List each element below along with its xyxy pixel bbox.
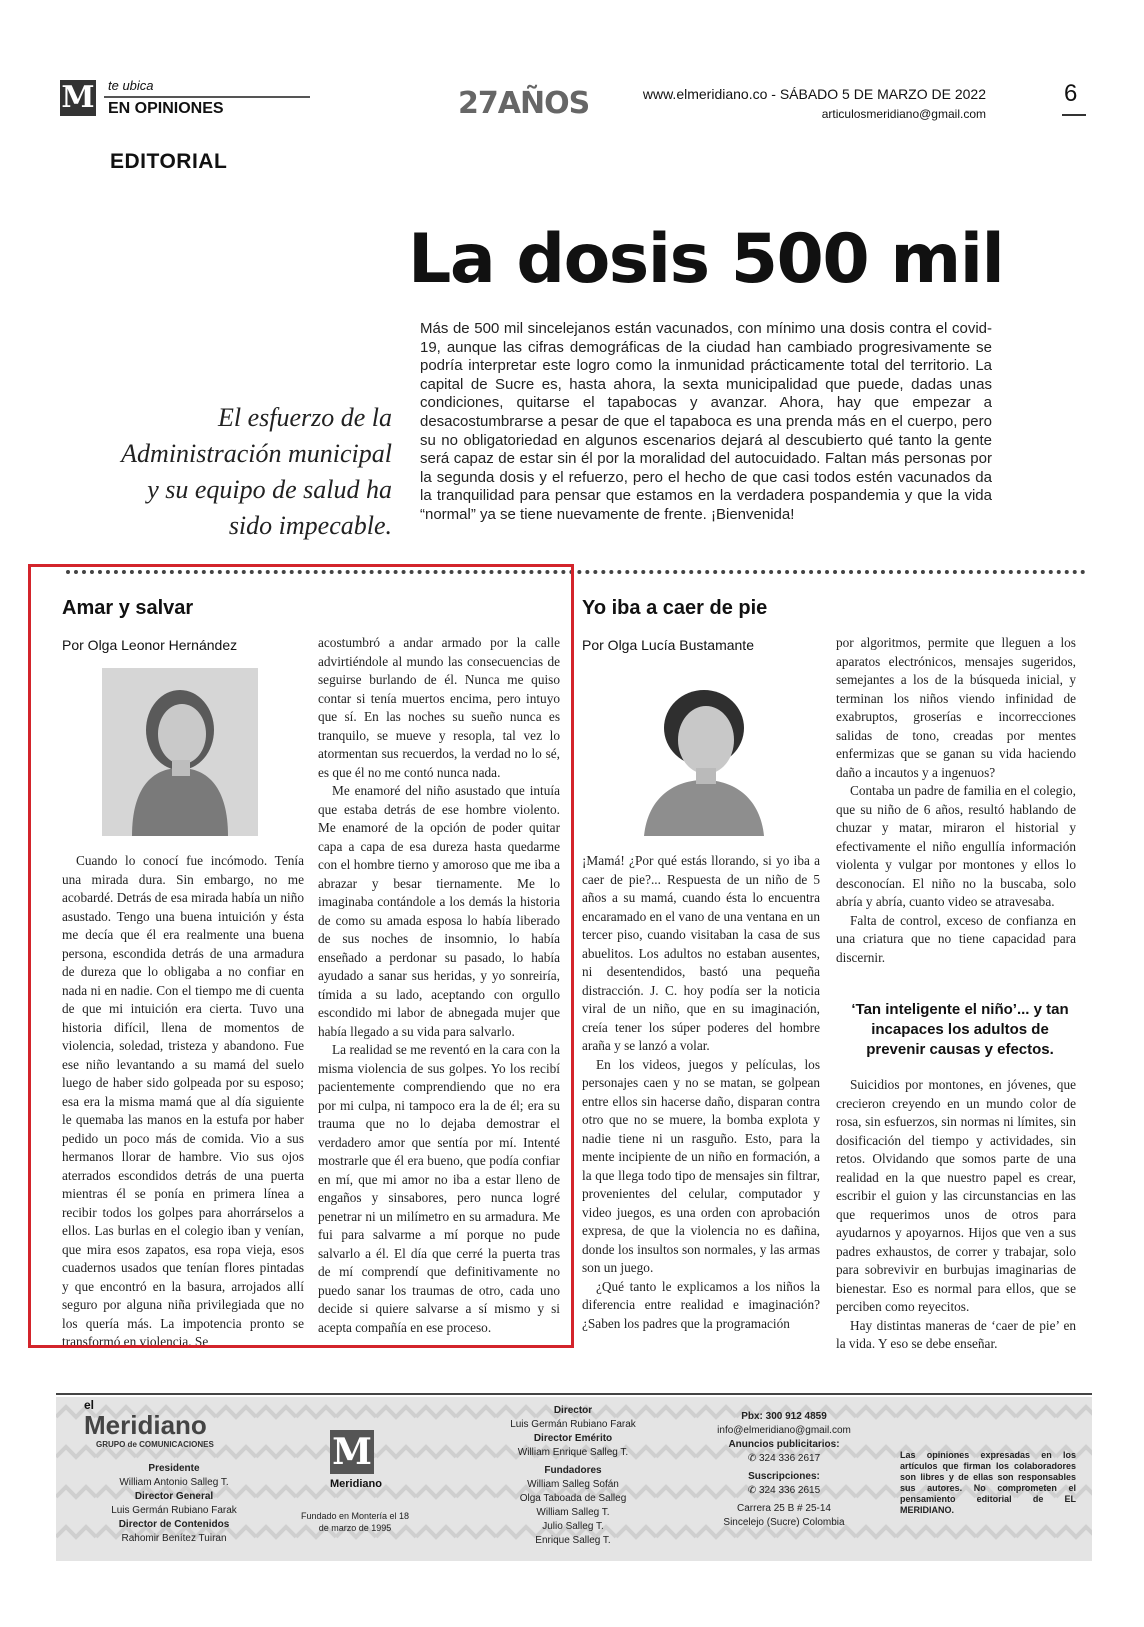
highlight-frame	[28, 564, 574, 1348]
column2-title: Yo iba a caer de pie	[582, 597, 768, 619]
column2-byline: Por Olga Lucía Bustamante	[582, 637, 754, 653]
footer-founded: Fundado en Montería el 18 de marzo de 1995	[300, 1511, 410, 1533]
meridiano-logo-icon: M	[61, 80, 95, 115]
whatsapp-icon: ✆	[747, 1453, 757, 1464]
header-tagline-small: te ubica	[108, 78, 154, 93]
column1-text-left: Cuando lo conocí fue incómodo. Tenía una mirada dura. Sin embargo, no me acobardé. Detrás de esa mirada había un niño asustado. Tengo una buena intuición y ésta me decía que él era realmente una buena persona, escondida detrás de una armadura de dureza que lo obligaba a no confiar en nada ni en nadie. Con el tiempo me di cuenta de que mi intuición era cierta. Tuvo una historia difícil, llena de momentos de violencia, soledad, tristeza y abandono. Fue ese niño levantando a su mamá del suelo luego de haber sido golpeada por su esposo; esa era la misma mamá que al día siguiente le quemaba las manos en la estufa por haber pedido un poco más de comida. Vio a sus hermanos llorar de hambre. Vio sus ojos aterrados escondidos detrás de una puerta mientras él se ponía en primera línea a recibir todos los golpes para ahorrárselos a ellos. Las burlas en el colegio iban y venían, que mira esos zapatos, esa ropa vieja, esos cuadernos usados que tenían flores pintadas y que encontró en la basura, arrojados allí seguro por alguna niña privilegiada que no los quería más. La impotencia pronto se transformó en violencia. Se	[62, 853, 304, 1349]
column2-text-left: ¡Mamá! ¿Por qué estás llorando, si yo iba a caer de pie?... Respuesta de un niño de 5 años a su mamá, cuando ésta lo encuentra encaramado en el vano de una ventana en un tercer piso, cuando visitaban la casa de sus abuelitos. Los adultos no estaban ausentes, ni desentendidos, bastó una pequeña distracción. J. C. hoy podía ser la noticia viral de un niño, que en su imaginación, creía tener los súper poderes del hombre araña y se lanzó a volar. En los videos, juegos y películas, los personajes caen y no se matan, se golpean entre ellos sin hacerse daño, disparan contra otro que no se muere, la bomba explota y nadie tiene ni un rasguño. Esto, para la mente incipiente de un niño en formación, a la que llega todo tipo de mensajes sin filtrar, provenientes del celular, computador y video juegos, es una orden con aprobación expresa, de que la violencia no es dañina, donde los insultos son normales, y las armas son un juego. ¿Qué tanto le explicamos a los niños la diferencia entre realidad e imaginación? ¿Saben los padres que la programación	[582, 853, 820, 1331]
column2-author-photo	[624, 668, 784, 836]
footer-brand-sub: GRUPO de COMUNICACIONES	[96, 1440, 214, 1449]
editorial-body: Más de 500 mil sincelejanos están vacunados, con mínimo una dosis contra el covid-19, aunque las cifras demográficas de la ciudad han cambiado progresivamente se podría interpretar este logro como la inmunidad prácticamente total del territorio. La capital de Sucre es, hasta ahora, la sexta municipalidad que puede, dadas unas condiciones, quitarse el tapabocas y avanzar. Ahora, hay que empezar a desacostumbrarse a pesar de que el tapaboca es una prenda más en el cuerpo, pero su no obligatoriedad en algunos escenarios dejará al descubierto qué tanto la gente será capaz de estar sin él por la moralidad del autocuidado. Faltan más personas por la segunda dosis y el refuerzo, pero el hecho de que casi todos estén vacunados da la tranquilidad para pensar que estamos en la verdadera pospandemia y que la vida “normal” ya se tiene nuevamente de frente. ¡Bienvenida!	[420, 320, 992, 523]
footer-left-credits: Presidente William Antonio Salleg T. Director General Luis Germán Rubiano Farak Director de Contenidos Rahomir Benítez Tuiran	[111, 1463, 237, 1544]
site-date: www.elmeridiano.co - SÁBADO 5 DE MARZO DE 2022	[642, 86, 986, 102]
column2-subheading: ‘Tan inteligente el niño’... y tan incapaces los adultos de prevenir causas y efectos.	[851, 1001, 1069, 1058]
footer-center-logo-icon: M	[330, 1430, 374, 1474]
column1-title: Amar y salvar	[62, 597, 194, 619]
header-divider	[104, 96, 310, 98]
anniversary-logo: 27AÑOS	[458, 86, 590, 121]
footer-brand-el: el	[84, 1398, 95, 1412]
footer-directors: Director Luis Germán Rubiano Farak Director Emérito William Enrique Salleg T. Fundadores William Salleg Sofán Olga Taboada de Salleg William Salleg T. Julio Salleg T. Enrique Salleg T.	[510, 1405, 636, 1546]
section-title: EDITORIAL	[110, 150, 228, 173]
contact-email: articulosmeridiano@gmail.com	[821, 107, 986, 121]
page-number: 6	[1064, 80, 1078, 107]
footer-contact: Pbx: 300 912 4859 info@elmeridiano@gmail.com Anuncios publicitarios: ✆ 324 336 2617 Suscripciones: ✆ 324 336 2615 Carrera 25 B # 25-14 Sincelejo (Sucre) Colombia	[717, 1411, 851, 1528]
page-number-rule	[1062, 114, 1086, 116]
header-tagline: EN OPINIONES	[108, 100, 224, 117]
column1-byline: Por Olga Leonor Hernández	[62, 637, 238, 653]
footer-center-logo-name: Meridiano	[330, 1478, 382, 1490]
editorial-headline: La dosis 500 mil	[408, 220, 1004, 299]
whatsapp-icon: ✆	[747, 1485, 757, 1496]
column2-text-right-bottom: Suicidios por montones, en jóvenes, que crecieron creyendo en un mundo color de rosa, sin esfuerzos, sin normas ni límites, sin dosificación del tiempo y actividades, sin retos. Olvidando que somos parte de una realidad en la que nuestro papel es crear, escribir el guion y las circunstancias en las que requerimos unos de otros para ayudarnos y apoyarnos. Hijos que ven a sus padres exhaustos, de correr y trabajar, solo para sobrevivir en burbujas imaginarias de bienestar. Eso es normal para ellos, que se perciben como reyecitos. Hay distintas maneras de ‘caer de pie’ en la vida. Y eso se debe enseñar.	[836, 1077, 1076, 1351]
column2-text-right: por algoritmos, permite que lleguen a los aparatos electrónicos, mensajes sugeridos, semejantes a los de la búsqueda inicial, y terminan los niños viendo infinidad de exabruptos, groserías e incorrecciones salidas de tono, creadas por mentes enfermizas que se ganan su vida haciendo daño a incautos y a ingenuos? Contaba un padre de familia en el colegio, que su niño de 6 años, resultó hablando de chuzar y matar, miraron el historial y efectivamente el niño engullía información violenta y vulgar por montones y ellos lo desconocían. El niño no la buscaba, solo abría y abría, cuanto video se atravesaba. Falta de control, exceso de confianza en una criatura que no tiene capacidad para discernir.	[836, 635, 1076, 965]
footer-rule	[56, 1393, 1092, 1395]
column1-text-right: acostumbró a andar armado por la calle advirtiéndole al mundo las consecuencias de seguirse burlando de él. Nunca me quiso contar si tenía muertos encima, pero intuyo que sí. En las noches su sueño nunca es tranquilo, se mueve y resopla, tal vez lo atormentan sus recuerdos, la verdad no lo sé, es que él no me contó nunca nada. Me enamoré del niño asustado que intuía que estaba detrás de ese hombre violento. Me enamoré de la opción de poder quitar capa a capa de esa dureza hasta quedarme con el hombre tierno y amoroso que me iba a abrazar y besar tiernamente. Me lo imaginaba contándole a los demás la historia de como su amada esposa lo había liberado de sus noches de insomnio, lo había enseñado a perdonar su pasado, lo había ayudado a sanar sus heridas, y yo sonreiría, tímida a su lado, aceptando con orgullo escondido mi labor de abnegada mujer que había llegado a su vida para salvarlo. La realidad se me reventó en la cara con la misma violencia de sus golpes. Yo los recibí pacientemente comprendiendo que no era por mi culpa, ni tampoco era la de él; era su trauma que no lo dejaba demostrar el verdadero amor que sentía por mí. Intenté mostrarle que él era bueno, que podía confiar en mí, que mi amor no iba a estar lleno de engaños y sinsabores, pero nunca logré penetrar ni un milímetro en su armadura. Me fui para salvarme a mí porque no pude salvarlo a él. El día que cerré la puerta tras de mí comprendí que definitivamente no puedo sanar los traumas de otro, cada uno decide si quiere salvarse a sí mismo y si acepta compañía en ese proceso.	[318, 635, 560, 1335]
footer-disclaimer: Las opiniones expresadas en los artículos que firman los colaboradores son libres y de ellas son responsables sus autores. No comprometen el pensamiento editorial de EL MERIDIANO.	[900, 1450, 1076, 1515]
footer-brand-name: Meridiano	[84, 1410, 207, 1440]
editorial-pullquote: El esfuerzo de la Administración municipal y su equipo de salud ha sido impecable.	[121, 403, 392, 540]
